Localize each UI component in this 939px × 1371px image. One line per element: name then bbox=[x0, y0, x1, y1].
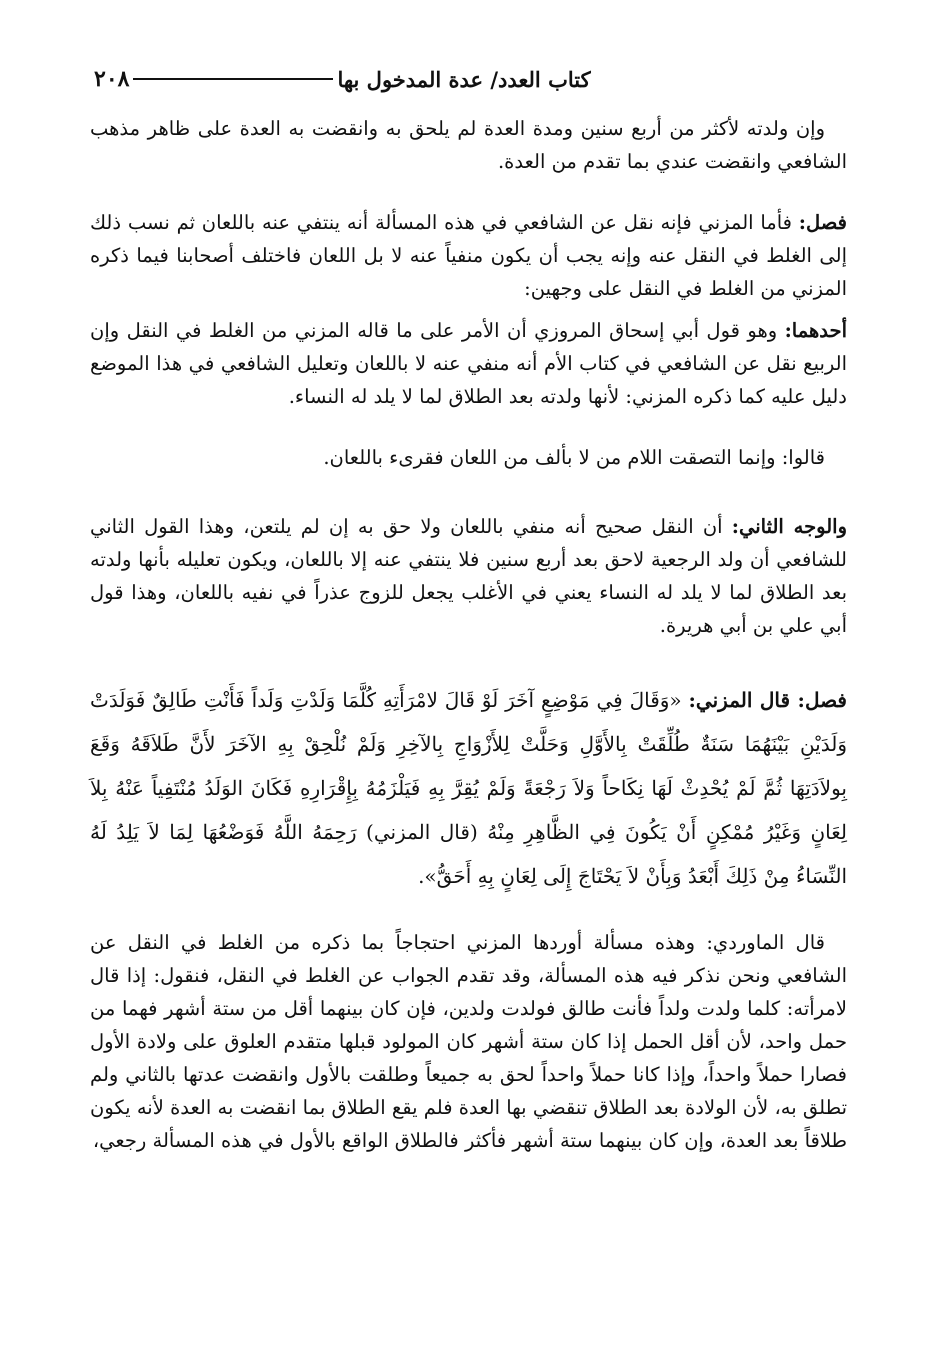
paragraph-text: قالوا: وإنما التصقت اللام من لا بألف من اللعان فقرىء باللعان. bbox=[323, 446, 825, 469]
paragraph-text: فأما المزني فإنه نقل عن الشافعي في هذه المسألة أنه ينتفي عنه باللعان ثم نسب ذلك إلى الغلط في النقل عنه وإنه يجب أن يكون منفياً عنه لا بل اللعان فاختلف أصحابنا فيما ذكره المزني من الغلط في النقل على وجهين: bbox=[90, 211, 847, 300]
section-label: فصل: قال المزني: bbox=[688, 688, 847, 712]
paragraph-5 bbox=[90, 510, 847, 642]
paragraph-4 bbox=[90, 441, 847, 474]
page-body bbox=[90, 112, 847, 1166]
section-label: أحدهما: bbox=[784, 319, 847, 342]
section-label: فصل: bbox=[798, 211, 847, 234]
paragraph-6-quotation bbox=[90, 678, 847, 898]
paragraph-text: وهو قول أبي إسحاق المروزي أن الأمر على ما قاله المزني من الغلط في النقل وإن الربيع نقل عن الشافعي في كتاب الأم أنه منفي عنه لا باللعان وتعليل الشافعي في هذا الموضع دليل عليه كما ذكره المزني: لأنها ولدته بعد الطلاق لما لا يلد له النساء. bbox=[90, 319, 847, 408]
quoted-text: «وَقَالَ فِي مَوْضِعٍ آخَرَ لَوْ قَالَ لامْرَأَتِهِ كُلَّمَا وَلَدْتِ وَلَداً فَأَنْتِ طَالِقٌ فَوَلَدَتْ وَلَدَيْنِ بَيْنَهُمَا سَنَةٌ طُلِّقَتْ بِالأَوَّلِ وَحَلَّتْ لِلأَزْوَاجِ بِالآخِرِ وَلَمْ نُلْحِقْ بِهِ الآخَرَ لأَنَّ طَلاَقَهُ وَقَعَ بِولاَدَتِهَا ثُمَّ لَمْ يُحْدِثْ لَهَا نِكَاحاً وَلاَ رَجْعَةً وَلَمْ يُقِرَّ بِهِ فَيَلْزَمُهُ بِإِقْرَارِهِ فَكَانَ الوَلَدُ مُنْتَفِياً عَنْهُ بِلاَ لِعَانٍ وَغَيْرُ مُمْكِنٍ أَنْ يَكُونَ فِي الظَّاهِرِ مِنْهُ (قال المزني) رَحِمَهُ اللَّهُ فَوَضْعُهَا لِمَا لاَ يَلِدُ لَهُ النِّسَاءُ مِنْ ذَلِكَ أَبْعَدُ وَبِأَنْ لاَ يَحْتَاجَ إِلَى لِعَانٍ بِهِ أَحَقُّ». bbox=[90, 688, 847, 888]
running-title: كتاب العدد/ عدة المدخول بها bbox=[337, 66, 591, 92]
paragraph-text: أن النقل صحيح أنه منفي باللعان ولا حق به إن لم يلتعن، وهذا القول الثاني للشافعي أن ولد الرجعية لاحق بعد أربع سنين فلا ينتفي عنه إلا باللعان، ويكون تعليله بأنها ولدته بعد الطلاق لما لا يلد له النساء يعني في الأغلب يجعل للزوج عذراً في نفيه باللعان، وهذا قول أبي علي بن أبي هريرة. bbox=[90, 515, 847, 637]
page-number: ٢٠٨ bbox=[94, 66, 130, 92]
paragraph-text: وإن ولدته لأكثر من أربع سنين ومدة العدة لم يلحق به وانقضت به العدة على ظاهر مذهب الشافعي وانقضت عندي بما تقدم من العدة. bbox=[90, 117, 847, 173]
paragraph-3 bbox=[90, 314, 847, 413]
paragraph-text: قال الماوردي: وهذه مسألة أوردها المزني احتجاجاً بما ذكره من الغلط في النقل عن الشافعي ونحن نذكر فيه هذه المسألة، وقد تقدم الجواب عن الغلط في النقل، فنقول: إذا قال لامرأته: كلما ولدت ولداً فأنت طالق فولدت ولدين، فإن كان بينهما أقل من ستة أشهر فهما من حمل واحد، لأن أقل الحمل إذا كان ستة أشهر كان المولود قبلها متقدم العلوق على ولادة الأول فصارا حملاً واحداً، وإذا كانا حملاً واحداً لحق به جميعاً وطلقت بالأول وانقضت عدتها بالثاني ولم تطلق به، لأن الولادة بعد الطلاق تنقضي بها العدة فلم يقع الطلاق بما انقضت به العدة لأنه يكون طلاقاً بعد العدة، وإن كان بينهما ستة أشهر فأكثر فالطلاق الواقع بالأول في هذه المسألة رجعي، bbox=[90, 931, 847, 1152]
page-header bbox=[88, 62, 851, 96]
paragraph-7 bbox=[90, 926, 847, 1157]
section-label: والوجه الثاني: bbox=[731, 515, 847, 538]
paragraph-1 bbox=[90, 112, 847, 178]
header-rule bbox=[133, 78, 333, 80]
paragraph-2 bbox=[90, 206, 847, 305]
